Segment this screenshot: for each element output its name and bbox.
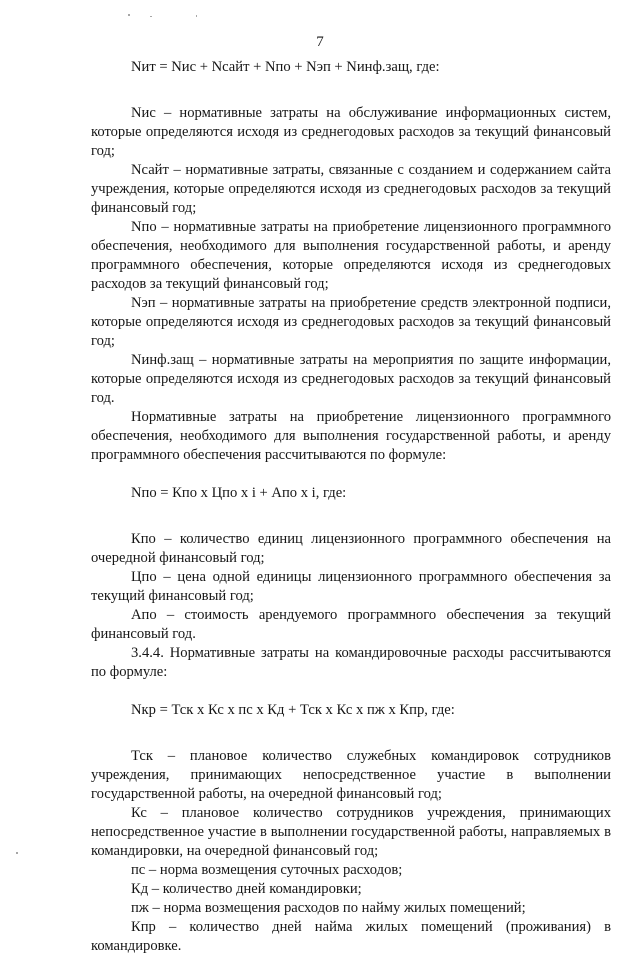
scan-speck bbox=[196, 15, 197, 17]
definition-paragraph: Кд – количество дней командировки; bbox=[131, 881, 362, 897]
section-paragraph: 3.4.4. Нормативные затраты на командировочные расходы рассчитываются по формуле: bbox=[91, 645, 611, 680]
definition-paragraph: Nсайт – нормативные затраты, связанные с созданием и содержанием сайта учреждения, которые определяются исходя из среднегодовых расходов за текущий финансовый год; bbox=[91, 162, 611, 216]
scan-speck bbox=[128, 14, 130, 16]
definition-paragraph: Nэп – нормативные затраты на приобретение средств электронной подписи, которые определяются исходя из среднегодовых расходов за текущий финансовый год; bbox=[91, 295, 611, 349]
definition-paragraph: Тск – плановое количество служебных командировок сотрудников учреждения, принимающих непосредственное участие в выполнении государственной работы, на очередной финансовый год; bbox=[91, 748, 611, 802]
document-body bbox=[91, 58, 611, 956]
definition-paragraph: Nпо – нормативные затраты на приобретение лицензионного программного обеспечения, необходимого для выполнения государственной работы, и аренду программного обеспечения, которые определяются исходя из среднегодовых расходов за текущий финансовый год; bbox=[91, 219, 611, 292]
definition-paragraph: Nинф.защ – нормативные затраты на мероприятия по защите информации, которые определяются исходя из среднегодовых расходов за текущий финансовый год. bbox=[91, 352, 611, 406]
definition-paragraph: Кпо – количество единиц лицензионного программного обеспечения на очередной финансовый год; bbox=[91, 531, 611, 566]
scan-speck bbox=[16, 852, 18, 854]
body-paragraph: Нормативные затраты на приобретение лицензионного программного обеспечения, необходимого для выполнения государственной работы, и аренду программного обеспечения рассчитываются по формуле: bbox=[91, 409, 611, 463]
scan-speck bbox=[150, 16, 152, 17]
definition-paragraph: Апо – стоимость арендуемого программного обеспечения за текущий финансовый год. bbox=[91, 607, 611, 642]
formula-software: Nпо = Кпо х Цпо х i + Апо х i, где: bbox=[131, 485, 347, 501]
definition-paragraph: Кс – плановое количество сотрудников учреждения, принимающих непосредственное участие в выполнении государственной работы, направляемых в командировки, на очередной финансовый год; bbox=[91, 805, 611, 859]
formula-travel: Nкр = Тск х Кс х пс х Кд + Тск х Кс х пж х Кпр, где: bbox=[131, 702, 455, 718]
definition-paragraph: пс – норма возмещения суточных расходов; bbox=[131, 862, 403, 878]
definition-paragraph: Кпр – количество дней найма жилых помещений (проживания) в командировке. bbox=[91, 919, 611, 954]
page-number: 7 bbox=[316, 34, 324, 50]
definition-paragraph: пж – норма возмещения расходов по найму жилых помещений; bbox=[131, 900, 526, 916]
definition-paragraph: Цпо – цена одной единицы лицензионного программного обеспечения за текущий финансовый год; bbox=[91, 569, 611, 604]
formula-total: Nит = Nис + Nсайт + Nпо + Nэп + Nинф.защ, где: bbox=[131, 59, 440, 75]
definition-paragraph: Nис – нормативные затраты на обслуживание информационных систем, которые определяются исходя из среднегодовых расходов за текущий финансовый год; bbox=[91, 105, 611, 159]
